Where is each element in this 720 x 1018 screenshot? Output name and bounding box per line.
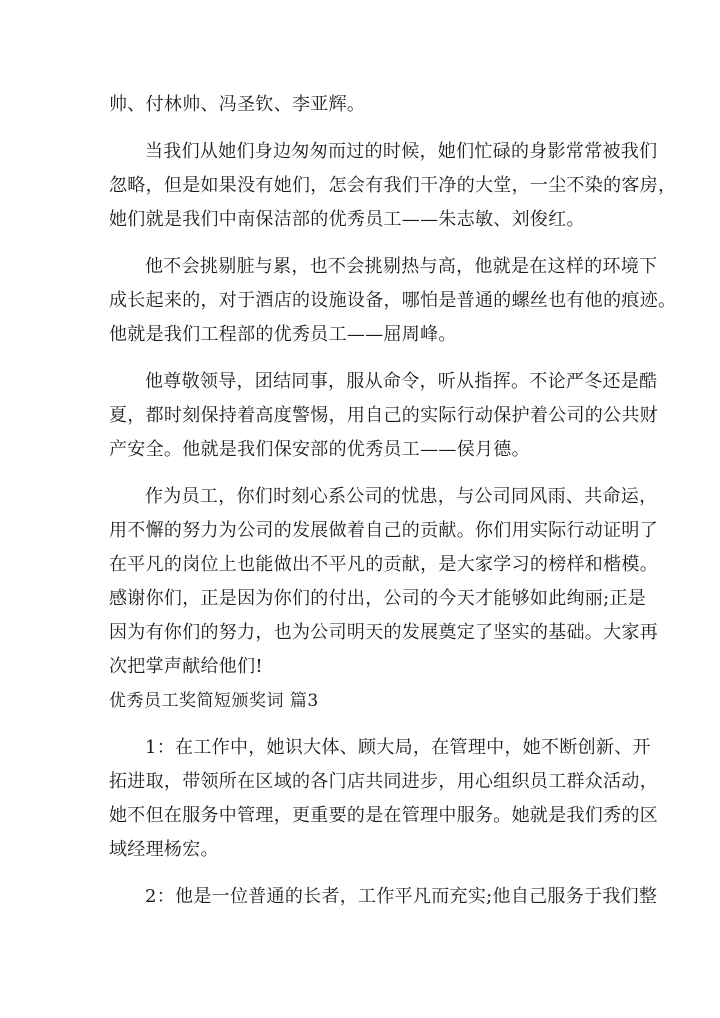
paragraph-line: 用不懈的努力为公司的发展做着自己的贡献。你们用实际行动证明了 bbox=[109, 520, 658, 541]
award-item bbox=[109, 731, 658, 867]
paragraph-line: 作为员工，你们时刻心系公司的忧患，与公司同风雨、共命运， bbox=[145, 486, 658, 507]
paragraph-line: 产安全。他就是我们保安部的优秀员工——侯月德。 bbox=[109, 439, 530, 460]
paragraph-line: 他就是我们工程部的优秀员工——屈周峰。 bbox=[109, 324, 457, 345]
paragraph-line: 他尊敬领导，团结同事，服从命令，听从指挥。不论严冬还是酷 bbox=[145, 371, 658, 392]
paragraph bbox=[109, 135, 677, 237]
paragraph-line: 她们就是我们中南保洁部的优秀员工——朱志敏、刘俊红。 bbox=[109, 209, 585, 230]
paragraph-line: 她不但在服务中管理，更重要的是在管理中服务。她就是我们秀的区 bbox=[109, 805, 658, 826]
paragraph-line: 2：他是一位普通的长者，工作平凡而充实;他自己服务于我们整 bbox=[145, 886, 658, 907]
paragraph-line: 拓进取，带领所在区域的各门店共同进步，用心组织员工群众活动， bbox=[109, 771, 658, 792]
document-page bbox=[109, 88, 677, 914]
paragraph-line: 在平凡的岗位上也能做出不平凡的贡献，是大家学习的榜样和楷模。 bbox=[109, 554, 658, 575]
paragraph-line: 域经理杨宏。 bbox=[109, 839, 219, 860]
section-heading: 优秀员工奖简短颁奖词 篇3 bbox=[109, 691, 319, 711]
paragraph-line: 次把掌声献给他们! bbox=[109, 656, 263, 677]
paragraph-line: 1：在工作中，她识大体、顾大局，在管理中，她不断创新、开 bbox=[145, 737, 651, 758]
paragraph bbox=[109, 365, 658, 467]
award-item bbox=[109, 880, 658, 914]
paragraph-line: 成长起来的，对于酒店的设施设备，哪怕是普通的螺丝也有他的痕迹。 bbox=[109, 290, 677, 311]
paragraph bbox=[109, 480, 658, 684]
paragraph bbox=[109, 250, 677, 352]
paragraph-line: 帅、付林帅、冯圣钦、李亚辉。 bbox=[109, 94, 366, 115]
paragraph-line: 当我们从她们身边匆匆而过的时候，她们忙碌的身影常常被我们 bbox=[145, 141, 658, 162]
paragraph-line: 因为有你们的努力，也为公司明天的发展奠定了坚实的基础。大家再 bbox=[109, 622, 658, 643]
paragraph-line: 夏，都时刻保持着高度警惕，用自己的实际行动保护着公司的公共财 bbox=[109, 405, 658, 426]
paragraph-line: 他不会挑剔脏与累，也不会挑剔热与高，他就是在这样的环境下 bbox=[145, 256, 658, 277]
paragraph-line: 感谢你们，正是因为你们的付出，公司的今天才能够如此绚丽;正是 bbox=[109, 588, 647, 609]
paragraph-line: 忽略，但是如果没有她们，怎会有我们干净的大堂，一尘不染的客房， bbox=[109, 175, 677, 196]
